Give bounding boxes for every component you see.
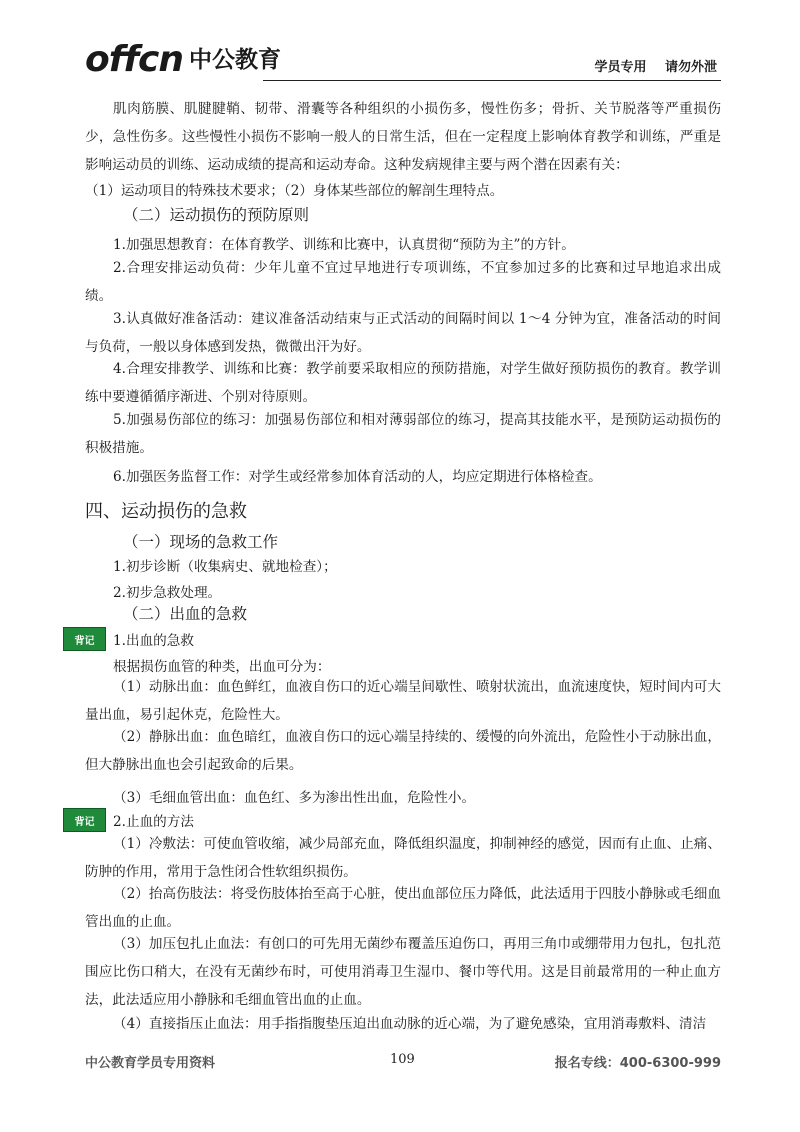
stop-bleeding-title: 2.止血的方法: [113, 814, 194, 830]
page-footer: [85, 1052, 721, 1076]
memorize-badge: 背记: [63, 627, 106, 651]
header-tag-confidential: 请勿外泄: [664, 60, 717, 75]
logo-wordmark: offcn: [85, 39, 184, 80]
page-number: 109: [390, 1052, 415, 1067]
stop-bleeding-method: （2）抬高伤肢法：将受伤肢体抬至高于心脏，使出血部位压力降低，此法适用于四肢小静脉或毛细血管出血的止血。: [85, 886, 721, 930]
bleeding-type: （3）毛细血管出血：血色红、多为渗出性出血，危险性小。: [113, 790, 476, 806]
prevention-item: 6.加强医务监督工作：对学生或经常参加体育活动的人，均应定期进行体格检查。: [113, 469, 602, 485]
intro-paragraph: 肌肉筋膜、肌腱腱鞘、韧带、滑囊等各种组织的小损伤多，慢性伤多；骨折、关节脱落等严重损伤少，急性伤多。这些慢性小损伤不影响一般人的日常生活，但在一定程度上影响体育教学和训练，严重是影响运动员的训练、运动成绩的提高和运动寿命。这种发病规律主要与两个潜在因素有关：: [85, 101, 721, 173]
header-divider: [263, 80, 721, 81]
prevention-item: 1.加强思想教育：在体育教学、训练和比赛中，认真贯彻“预防为主”的方针。: [113, 237, 575, 253]
first-aid-step: 2.初步急救处理。: [113, 585, 222, 601]
bleeding-first-aid-title: 1.出血的急救: [113, 633, 194, 649]
page-header: [85, 36, 721, 82]
header-tags: [594, 56, 717, 75]
memorize-badge: 背记: [63, 808, 106, 832]
offcn-logo: [85, 36, 281, 80]
prevention-item: 4.合理安排教学、训练和比赛：教学前要采取相应的预防措施，对学生做好预防损伤的教育。教学训练中要遵循循序渐进、个别对待原则。: [85, 361, 721, 405]
stop-bleeding-method: （3）加压包扎止血法：有创口的可先用无菌纱布覆盖压迫伤口，再用三角巾或绷带用力包扎，包扎范围应比伤口稍大，在没有无菌纱布时，可使用消毒卫生湿巾、餐巾等代用。这是目前最常用的一种止血方法，此法适应用小静脉和毛细血管出血的止血。: [85, 936, 721, 1008]
footer-material-label: 中公教育学员专用资料: [85, 1056, 216, 1071]
intro-factors: （1）运动项目的特殊技术要求；（2）身体某些部位的解剖生理特点。: [85, 183, 504, 199]
header-tag-students-only: 学员专用: [594, 60, 647, 75]
subsection-heading: （一）现场的急救工作: [123, 533, 279, 551]
logo-chinese-name: 中公教育: [189, 47, 282, 73]
bleeding-intro: 根据损伤血管的种类，出血可分为：: [113, 659, 331, 675]
prevention-item: 5.加强易伤部位的练习：加强易伤部位和相对薄弱部位的练习，提高其技能水平，是预防运动损伤的积极措施。: [85, 412, 721, 456]
subsection-heading: （二）出血的急救: [123, 605, 248, 623]
stop-bleeding-method: （4）直接指压止血法：用手指指腹垫压迫出血动脉的近心端，为了避免感染，宜用消毒敷料、清洁: [113, 1016, 707, 1032]
first-aid-step: 1.初步诊断（收集病史、就地检查）；: [113, 559, 337, 575]
prevention-heading: （二）运动损伤的预防原则: [123, 206, 310, 224]
stop-bleeding-method: （1）冷敷法：可使血管收缩，减少局部充血，降低组织温度，抑制神经的感觉，因而有止血、止痛、防肿的作用，常用于急性闭合性软组织损伤。: [85, 836, 721, 880]
section-heading: 四、运动损伤的急救: [85, 501, 247, 522]
footer-hotline: 报名专线：400-6300-999: [554, 1056, 721, 1071]
prevention-item: 2.合理安排运动负荷：少年儿童不宜过早地进行专项训练，不宜参加过多的比赛和过早地追求出成绩。: [85, 260, 721, 304]
prevention-item: 3.认真做好准备活动：建议准备活动结束与正式活动的间隔时间以 1～4 分钟为宜，准备活动的时间与负荷，一般以身体感到发热，微微出汗为好。: [85, 311, 721, 355]
bleeding-type: （2）静脉出血：血色暗红，血液自伤口的远心端呈持续的、缓慢的向外流出，危险性小于动脉出血，但大静脉出血也会引起致命的后果。: [85, 729, 721, 773]
bleeding-type: （1）动脉出血：血色鲜红，血液自伤口的近心端呈间歇性、喷射状流出，血流速度快，短时间内可大量出血，易引起休克，危险性大。: [85, 679, 721, 723]
